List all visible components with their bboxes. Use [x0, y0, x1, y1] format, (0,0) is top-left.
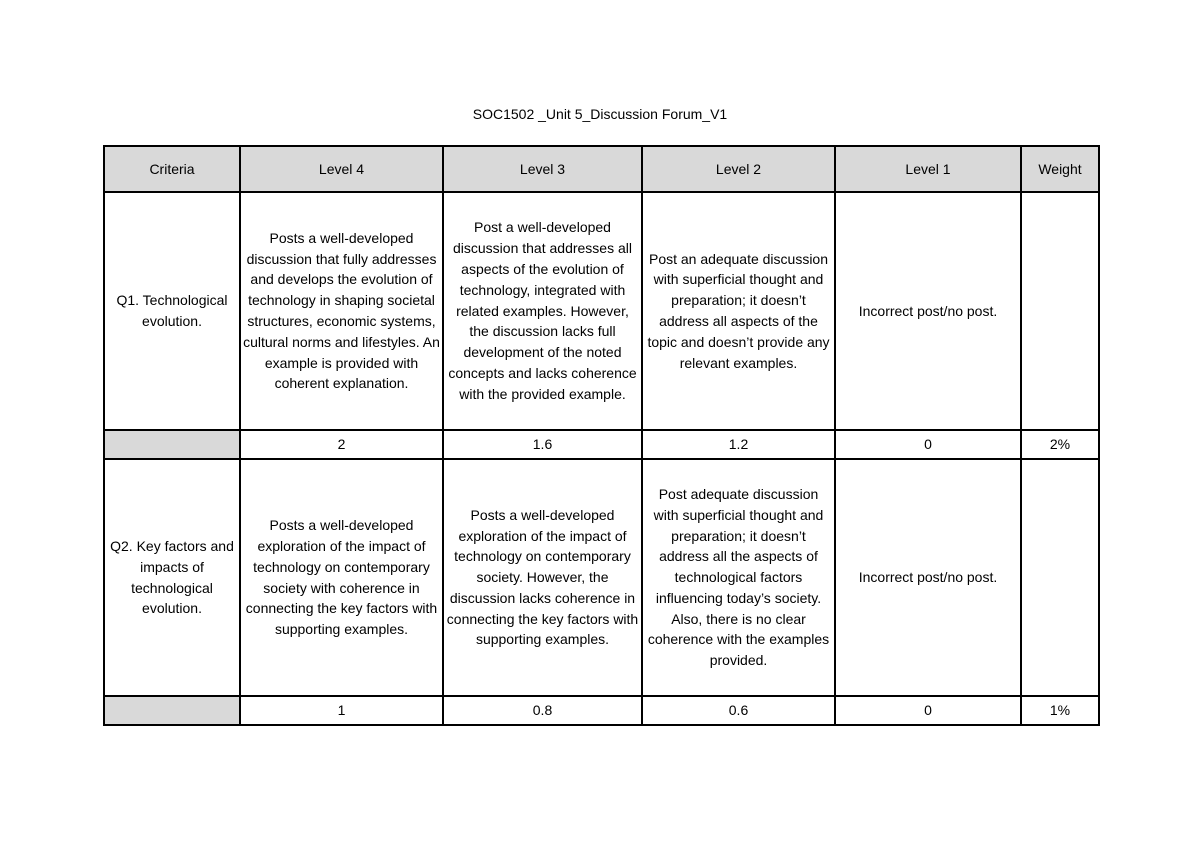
criteria-q2: Q2. Key factors and impacts of technological evolution. — [104, 459, 240, 696]
q1-score-label-empty — [104, 430, 240, 459]
q2-level-4-description: Posts a well-developed exploration of the impact of technology on contemporary society with coherence in connecting the key factors with supporting examples. — [240, 459, 443, 696]
rubric-table — [103, 145, 1100, 726]
q2-level-2-score: 0.6 — [642, 696, 835, 725]
q1-level-2-description: Post an adequate discussion with superficial thought and preparation; it doesn’t address all aspects of the topic and doesn’t provide any relevant examples. — [642, 192, 835, 430]
q2-level-2-description: Post adequate discussion with superficial thought and preparation; it doesn’t address all the aspects of technological factors influencing today’s society. Also, there is no clear coherence with the examples provided. — [642, 459, 835, 696]
criteria-row-q1 — [104, 192, 1099, 430]
header-row — [104, 146, 1099, 192]
page-title: SOC1502 _Unit 5_Discussion Forum_V1 — [472, 106, 728, 122]
q2-score-label-empty — [104, 696, 240, 725]
q1-weight-empty — [1021, 192, 1099, 430]
criteria-q1: Q1. Technological evolution. — [104, 192, 240, 430]
header-criteria: Criteria — [104, 146, 240, 192]
q2-weight: 1% — [1021, 696, 1099, 725]
q1-level-2-score: 1.2 — [642, 430, 835, 459]
header-level-4: Level 4 — [240, 146, 443, 192]
q2-level-3-description: Posts a well-developed exploration of the impact of technology on contemporary society. However, the discussion lacks coherence in connecting the key factors with supporting examples. — [443, 459, 642, 696]
score-row-q2 — [104, 696, 1099, 725]
score-row-q1 — [104, 430, 1099, 459]
q1-level-1-description: Incorrect post/no post. — [835, 192, 1021, 430]
q2-weight-empty — [1021, 459, 1099, 696]
criteria-row-q2 — [104, 459, 1099, 696]
header-level-2: Level 2 — [642, 146, 835, 192]
header-level-3: Level 3 — [443, 146, 642, 192]
header-level-1: Level 1 — [835, 146, 1021, 192]
q1-level-4-score: 2 — [240, 430, 443, 459]
q2-level-1-description: Incorrect post/no post. — [835, 459, 1021, 696]
q1-level-1-score: 0 — [835, 430, 1021, 459]
q1-level-3-score: 1.6 — [443, 430, 642, 459]
header-weight: Weight — [1021, 146, 1099, 192]
q2-level-4-score: 1 — [240, 696, 443, 725]
q2-level-3-score: 0.8 — [443, 696, 642, 725]
q2-level-1-score: 0 — [835, 696, 1021, 725]
q1-level-3-description: Post a well-developed discussion that addresses all aspects of the evolution of technology, integrated with related examples. However, the discussion lacks full development of the noted concepts and lacks coherence with the provided example. — [443, 192, 642, 430]
q1-weight: 2% — [1021, 430, 1099, 459]
q1-level-4-description: Posts a well-developed discussion that fully addresses and develops the evolution of technology in shaping societal structures, economic systems, cultural norms and lifestyles. An example is provided with coherent explanation. — [240, 192, 443, 430]
